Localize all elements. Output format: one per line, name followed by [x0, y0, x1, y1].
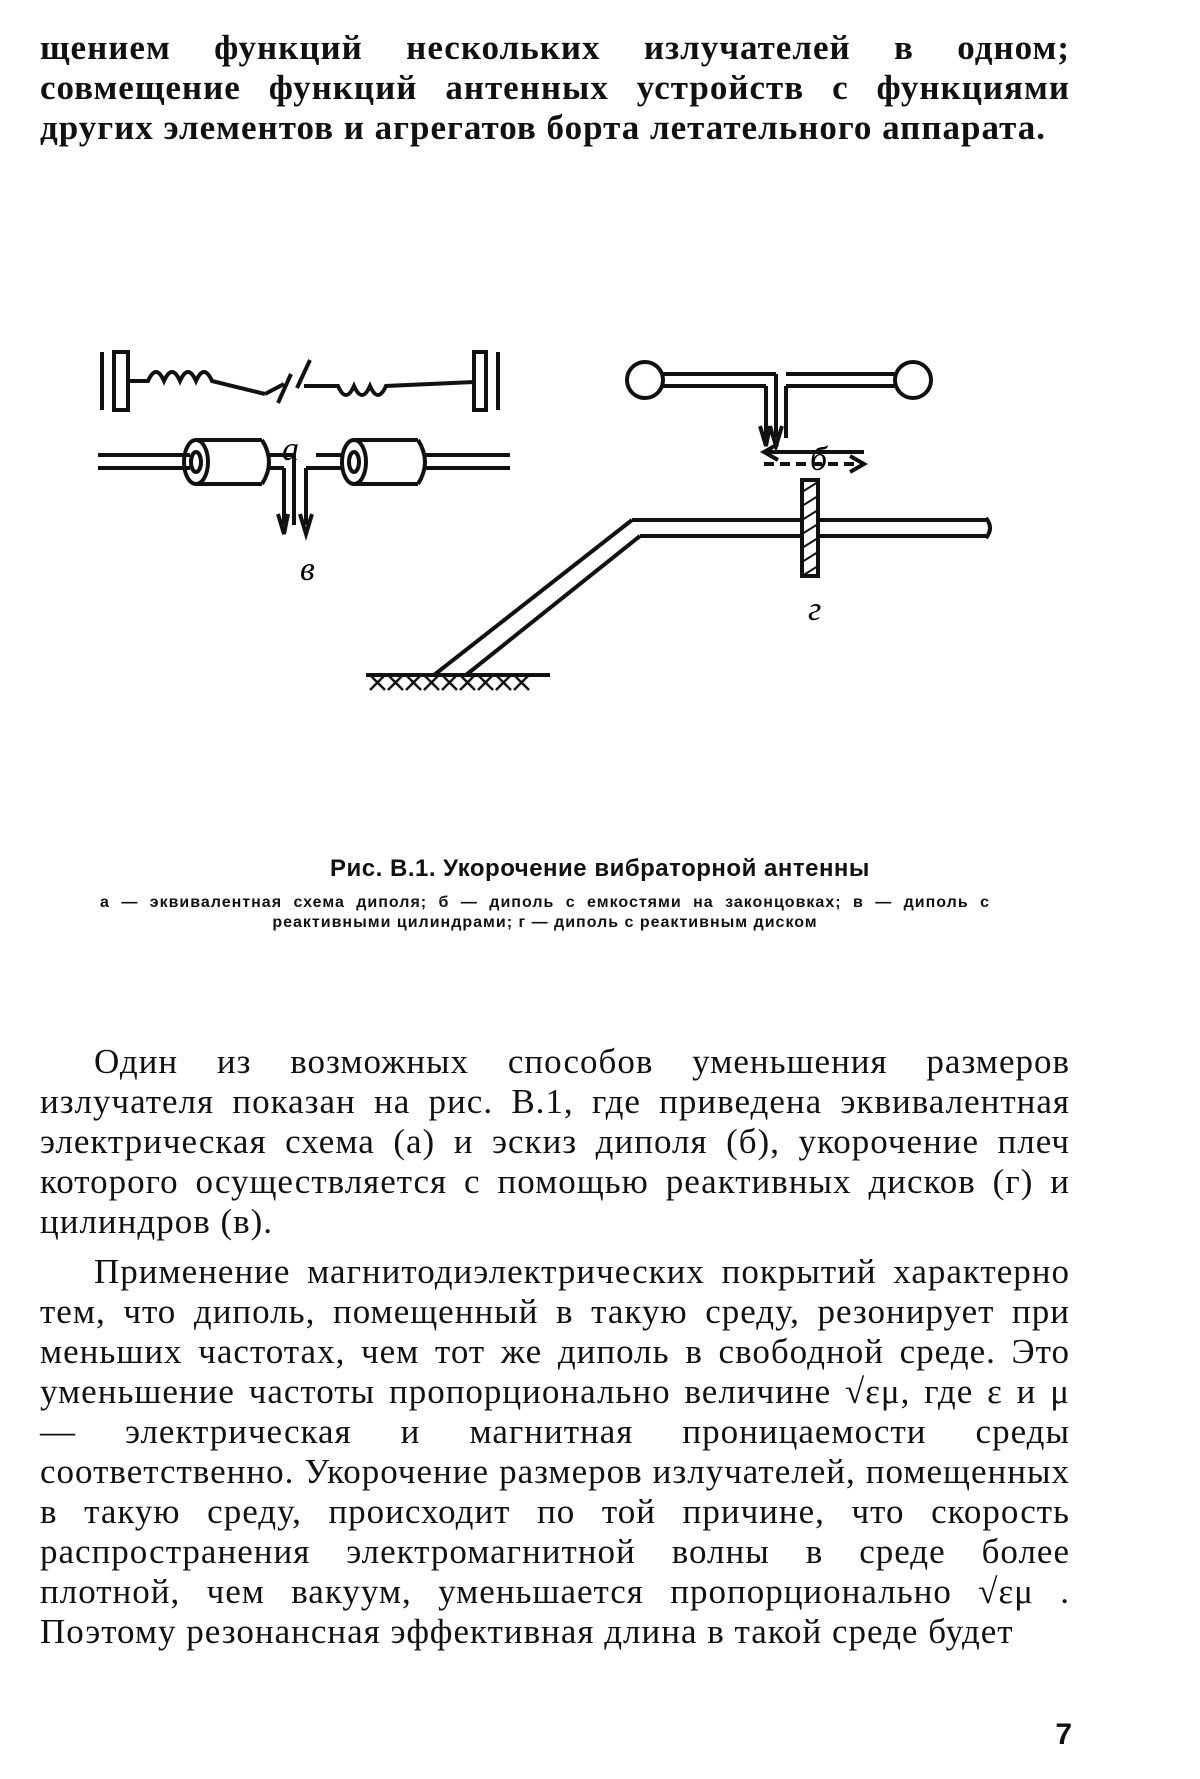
body-paragraph-2: Применение магнитодиэлектрических покрытий характерно тем, что диполь, помещенный в такую среду, резонирует при меньших частотах, чем тот же диполь в свободной среде. Это уменьшение частоты пропорционально величине √εμ, где ε и μ — электрическая и магнитная проницаемости среды соответственно. Укорочение размеров излучателей, помещенных в такую среду, происходит по той причине, что скорость распространения электромагнитной волны в среде более плотной, чем вакуум, уменьшается пропорционально √εμ . Поэтому резонансная эффективная длина в такой среде будет [40, 1252, 1070, 1651]
dipole-end-capacitance [627, 362, 931, 446]
figure-caption-text: а — эквивалентная схема диполя; б — диполь с емкостями на законцовках; в — диполь с реактивными цилиндрами; г — диполь с реактивным диском [100, 894, 990, 931]
figure-caption-title: Рис. В.1. Укорочение вибраторной антенны [330, 855, 870, 882]
body-paragraph-1: Один из возможных способов уменьшения размеров излучателя показан на рис. В.1, где приведена эквивалентная электрическая схема (а) и эскиз диполя (б), укорочение плеч которого осуществляется с помощью реактивных дисков (г) и цилиндров (в). [40, 1042, 1070, 1241]
label-b: б [810, 441, 828, 478]
equivalent-circuit-diagram [102, 352, 498, 410]
top-paragraph: щением функций нескольких излучателей в одном; совмещение функций антенных устройств с функциями других элементов и агрегатов борта летательного аппарата. [40, 28, 1070, 147]
dipole-reactive-disk [366, 444, 990, 690]
dipole-reactive-cylinders [98, 440, 510, 534]
label-v: в [300, 551, 315, 588]
page-number: 7 [1055, 1718, 1072, 1751]
label-a: а [282, 431, 299, 468]
label-g: г [808, 591, 822, 628]
antenna-figure [70, 330, 1010, 810]
